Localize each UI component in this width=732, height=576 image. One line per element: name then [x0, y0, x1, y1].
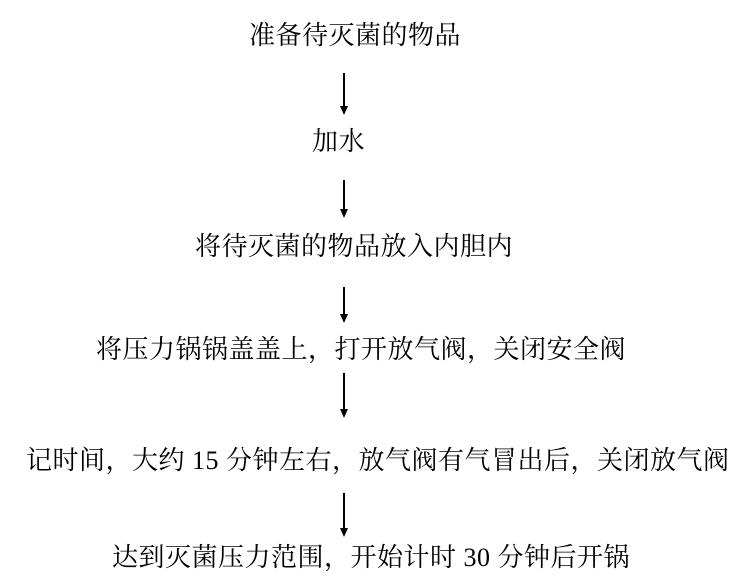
flow-step-load-inner-pot: 将待灭菌的物品放入内胆内: [195, 232, 514, 261]
flow-step-time-and-close-vent: 记时间，大约 15 分钟左右，放气阀有气冒出后，关闭放气阀: [26, 446, 730, 475]
flow-step-close-lid-valves: 将压力锅锅盖盖上，打开放气阀，关闭安全阀: [96, 335, 627, 364]
arrow-head: [340, 528, 348, 537]
arrow-stem: [343, 287, 345, 314]
arrow-stem: [343, 493, 345, 528]
arrow-stem: [343, 373, 345, 409]
arrow-head: [340, 209, 348, 218]
arrow-head: [340, 314, 348, 323]
arrow-stem: [343, 180, 345, 209]
flow-step-prepare-items: 准备待灭菌的物品: [249, 21, 462, 50]
arrow-down-icon: [340, 287, 348, 323]
arrow-stem: [343, 73, 345, 106]
arrow-down-icon: [340, 373, 348, 418]
arrow-head: [340, 409, 348, 418]
arrow-down-icon: [340, 180, 348, 218]
arrow-down-icon: [340, 493, 348, 537]
arrow-head: [340, 106, 348, 115]
flow-step-sterilize-open-pot: 达到灭菌压力范围，开始计时 30 分钟后开锅: [112, 543, 631, 572]
flow-step-add-water: 加水: [312, 127, 366, 156]
arrow-down-icon: [340, 73, 348, 115]
